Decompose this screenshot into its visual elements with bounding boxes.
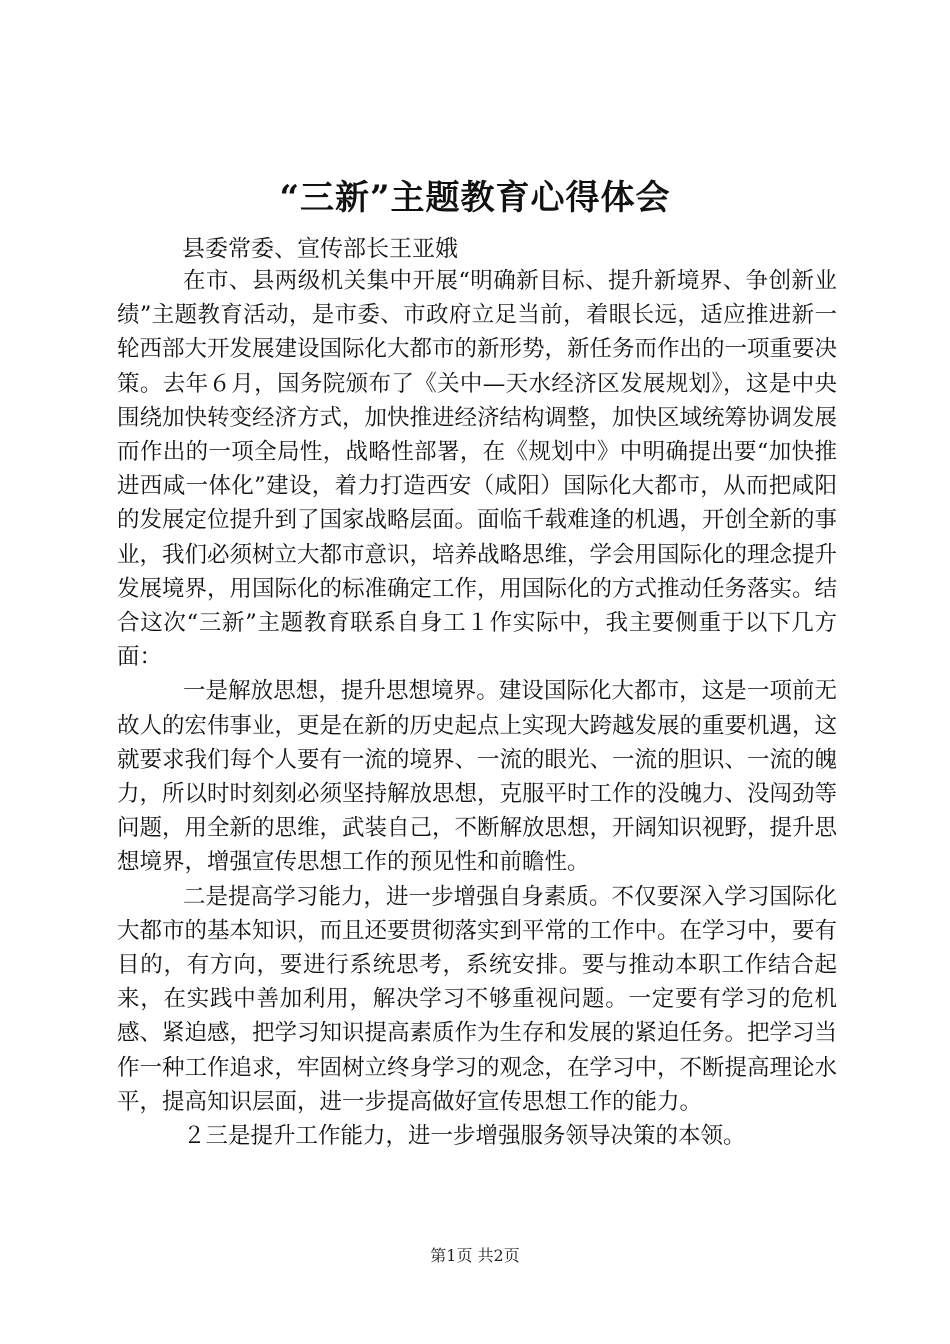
paragraph: 在市、县两级机关集中开展“明确新目标、提升新境界、争创新业绩”主题教育活动，是市委、市政府立足当前，着眼长远，适应推进新一轮西部大开发展建设国际化大都市的新形势，新任务而作出的一项重要决策。去年６月，国务院颁布了《关中—天水经济区发展规划》，这是中央围绕加快转变经济方式，加快推进经济结构调整，加快区域统筹协调发展而作出的一项全局性，战略性部署，在《规划中》中明确提出要“加快推进西咸一体化”建设，着力打造西安（咸阳）国际化大都市，从而把咸阳的发展定位提升到了国家战略层面。面临千载难逢的机遇，开创全新的事业，我们必须树立大都市意识，培养战略思维，学会用国际化的理念提升发展境界，用国际化的标准确定工作，用国际化的方式推动任务落实。结合这次“三新”主题教育联系自身工１作实际中，我主要侧重于以下几方面： [117,268,838,671]
paragraph: 一是解放思想，提升思想境界。建设国际化大都市，这是一项前无故人的宏伟事业，更是在新的历史起点上实现大跨越发展的重要机遇，这就要求我们每个人要有一流的境界、一流的眼光、一流的胆识、一流的魄力，所以时时刻刻必须坚持解放思想，克服平时工作的没魄力、没闯劲等问题，用全新的思维，武装自己，不断解放思想，开阔知识视野，提升思想境界，增强宣传思想工作的预见性和前瞻性。 [117,678,838,876]
document-title: “三新”主题教育心得体会 [279,178,671,218]
paragraph: 二是提高学习能力，进一步增强自身素质。不仅要深入学习国际化大都市的基本知识，而且还要贯彻落实到平常的工作中。在学习中，要有目的，有方向，要进行系统思考，系统安排。要与推动本职工作结合起来，在实践中善加利用，解决学习不够重视问题。一定要有学习的危机感、紧迫感，把学习知识提高素质作为生存和发展的紧迫任务。把学习当作一种工作追求，牢固树立终身学习的观念，在学习中，不断提高理论水平，提高知识层面，进一步提高做好宣传思想工作的能力。 [117,883,838,1115]
page-footer: 第1页 共2页 [430,1246,520,1265]
paragraph: ２三是提升工作能力，进一步增强服务领导决策的本领。 [183,1123,746,1150]
author-line: 县委常委、宣传部长王亚娥 [182,236,458,262]
document-body [117,264,837,1153]
